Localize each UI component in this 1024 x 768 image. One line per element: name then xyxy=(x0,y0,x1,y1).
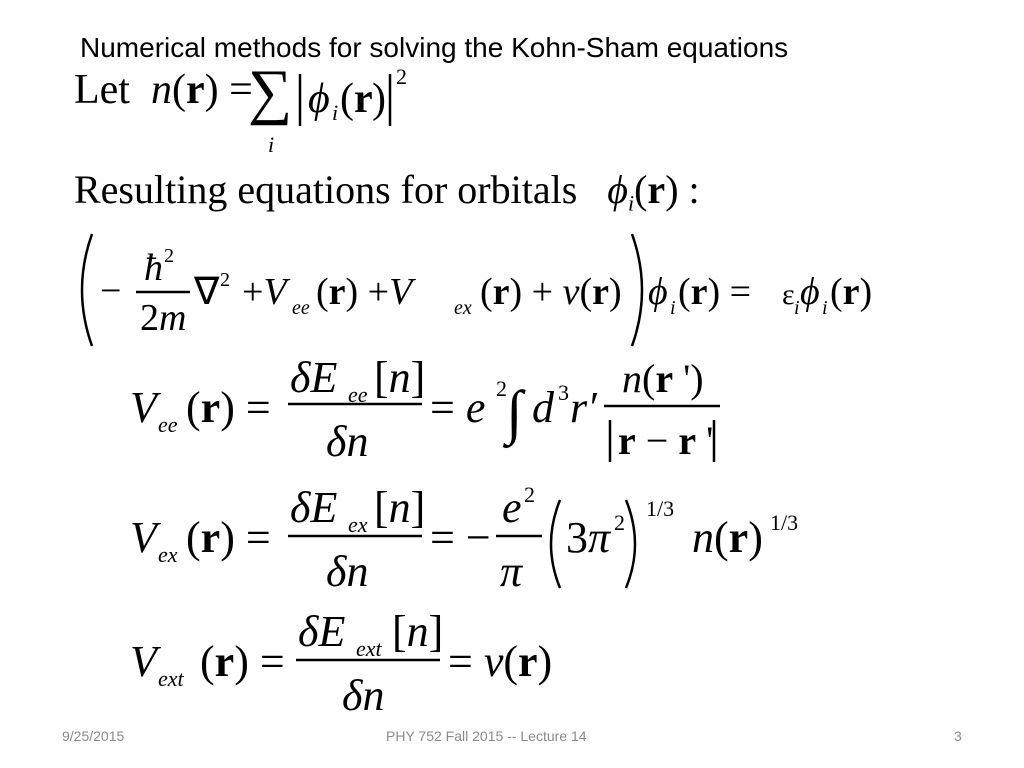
svg-text:∇: ∇ xyxy=(194,271,220,313)
svg-text:r: r xyxy=(354,76,373,122)
svg-text:1/3: 1/3 xyxy=(646,496,675,521)
density-definition: Let n(r) = xyxy=(74,67,253,113)
svg-text:[n]: [n] xyxy=(374,483,426,532)
svg-text:1/3: 1/3 xyxy=(770,510,799,535)
svg-text:ee: ee xyxy=(158,412,178,437)
svg-text:ee: ee xyxy=(292,297,310,319)
svg-text:ex: ex xyxy=(454,297,472,319)
svg-text:(r) =: (r) = xyxy=(186,383,271,432)
svg-text:2: 2 xyxy=(164,245,174,267)
svg-text:2: 2 xyxy=(524,482,535,507)
svg-text:= e: = e xyxy=(430,383,486,432)
svg-text:(r) +V: (r) +V xyxy=(316,271,413,313)
svg-text:r − r ': r − r ' xyxy=(618,418,714,463)
svg-text:(r) + v(r): (r) + v(r) xyxy=(480,271,622,313)
eigenvalue-symbol: ε xyxy=(782,278,795,311)
resulting-text: Resulting equations for orbitals xyxy=(74,167,578,212)
svg-text:= −: = − xyxy=(430,513,491,562)
svg-text:π: π xyxy=(500,547,523,596)
svg-text:δE: δE xyxy=(290,483,338,532)
svg-text:∫: ∫ xyxy=(506,379,523,445)
svg-text:i: i xyxy=(794,297,800,319)
svg-text:δn: δn xyxy=(342,671,385,720)
vext-equation xyxy=(130,606,590,721)
svg-text:ϕ: ϕ xyxy=(800,271,820,313)
svg-text:2: 2 xyxy=(220,269,230,291)
footer-date: 9/25/2015 xyxy=(62,728,125,744)
svg-text:i: i xyxy=(822,297,828,319)
vee-equation xyxy=(130,350,750,470)
footer-page-number: 3 xyxy=(954,728,962,744)
svg-text:3π: 3π xyxy=(566,513,611,562)
svg-text:r′: r′ xyxy=(570,383,597,432)
svg-text:δn: δn xyxy=(326,547,369,596)
slide-title: Numerical methods for solving the Kohn-Sham equations xyxy=(80,32,789,63)
footer-course: PHY 752 Fall 2015 -- Lecture 14 xyxy=(386,728,587,744)
svg-text:ext: ext xyxy=(158,666,184,691)
svg-text:ϕ: ϕ xyxy=(648,271,668,313)
svg-text:2m: 2m xyxy=(140,297,187,339)
svg-text:i: i xyxy=(268,132,275,157)
svg-text:V: V xyxy=(130,383,157,432)
svg-text:ex: ex xyxy=(348,512,368,537)
svg-text:e: e xyxy=(502,483,522,532)
svg-text:ħ: ħ xyxy=(144,247,163,289)
svg-text:3: 3 xyxy=(558,380,569,405)
svg-text:d: d xyxy=(532,383,554,432)
svg-text:2: 2 xyxy=(614,510,625,535)
svg-text:2: 2 xyxy=(496,376,507,401)
svg-text:(r) =: (r) = xyxy=(678,271,752,313)
svg-text:δn: δn xyxy=(326,417,369,466)
svg-text:(r): (r) xyxy=(830,271,873,313)
svg-text:ex: ex xyxy=(158,542,178,567)
svg-text:[n]: [n] xyxy=(392,607,444,656)
let-word: Let xyxy=(74,67,130,113)
svg-text:+V: +V xyxy=(242,271,287,313)
svg-text:ee: ee xyxy=(348,382,368,407)
svg-text:δE: δE xyxy=(290,353,338,402)
svg-text:ϕ: ϕ xyxy=(308,76,330,122)
svg-text:ext: ext xyxy=(356,636,382,661)
vex-equation xyxy=(130,480,830,600)
kohn-sham-equation xyxy=(70,228,900,353)
svg-text:n(r '): n(r ') xyxy=(622,356,704,401)
svg-text:n(r): n(r) xyxy=(692,513,763,562)
svg-text:(r) =: (r) = xyxy=(200,637,285,686)
svg-text:δE: δE xyxy=(298,607,346,656)
svg-text:V: V xyxy=(130,637,157,686)
svg-text:(r) =: (r) = xyxy=(186,513,271,562)
svg-text:2: 2 xyxy=(396,64,407,89)
svg-text:[n]: [n] xyxy=(374,353,426,402)
svg-text:(: ( xyxy=(340,76,354,122)
density-sum-abs xyxy=(240,60,440,160)
svg-text:−: − xyxy=(100,270,122,312)
svg-text:): ) xyxy=(372,76,386,122)
svg-text:i: i xyxy=(332,100,339,125)
svg-text:i: i xyxy=(670,297,676,319)
svg-text:= v(r): = v(r) xyxy=(448,637,553,686)
resulting-line: Resulting equations for orbitals $\phi_i(r)$ : xyxy=(74,167,700,216)
svg-text:V: V xyxy=(130,513,157,562)
svg-text:∑: ∑ xyxy=(248,58,293,126)
